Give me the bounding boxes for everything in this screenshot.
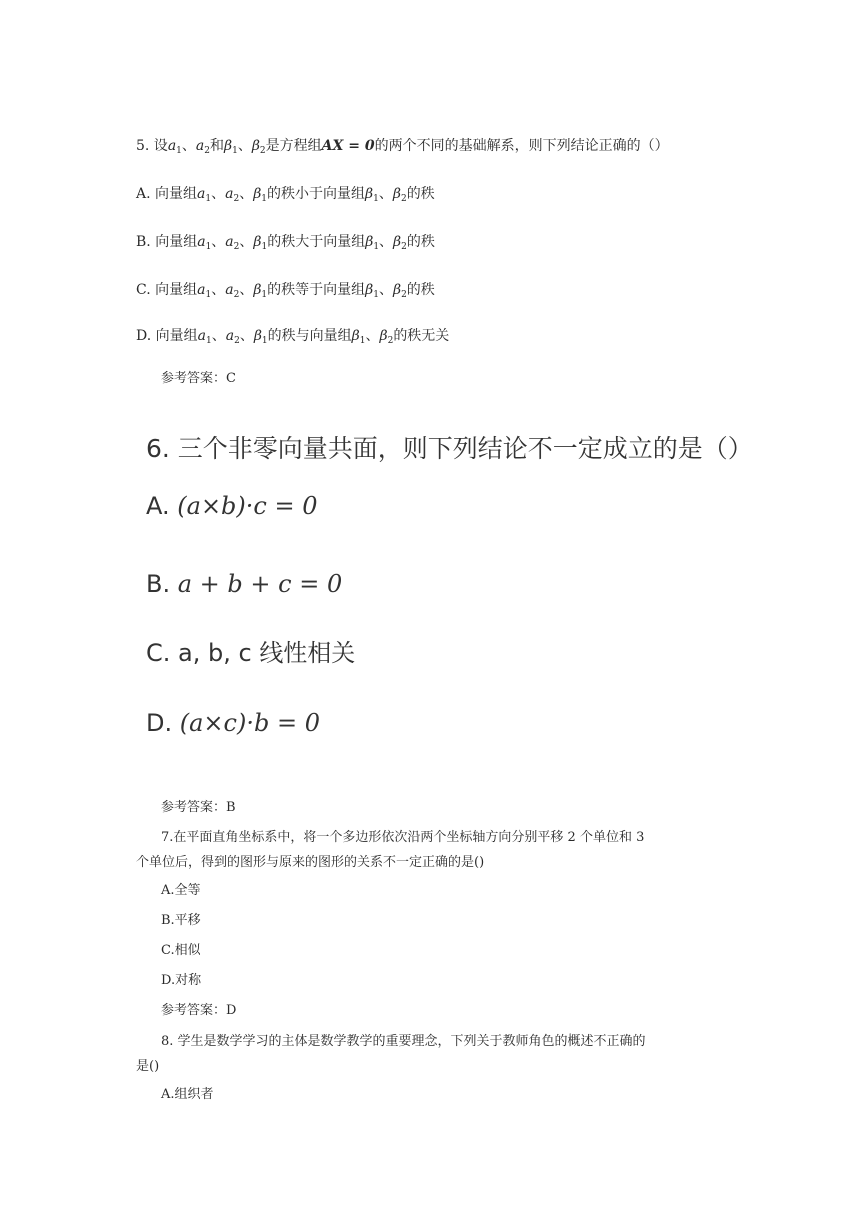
q5-option-d: D. 向量组$a_1$、$a_2$、$\beta_1$的秩与向量组$\beta_1$、$\beta_2$的秩无关	[136, 328, 450, 346]
q5-option-b: B. 向量组$a_1$、$a_2$、$\beta_1$的秩大于向量组$\beta_1$、$\beta_2$的秩	[136, 234, 435, 252]
option-label: B.	[146, 570, 171, 598]
q8-option-a: A.组织者	[161, 1087, 214, 1102]
option-label: C.	[146, 639, 171, 667]
q7-stem-line1: 7.在平面直角坐标系中，将一个多边形依次沿两个坐标轴方向分别平移 2 个单位和 3	[161, 830, 645, 845]
alpha-2: $a_2$	[195, 138, 210, 156]
q6-answer: 参考答案：B	[161, 800, 236, 815]
q5-answer: 参考答案：C	[161, 371, 236, 386]
q7-stem-line2: 个单位后，得到的图形与原来的图形的关系不一定正确的是()	[136, 855, 485, 870]
beta-2: $\beta_2$	[251, 138, 266, 156]
option-label: D.	[146, 709, 173, 737]
q6-option-c	[146, 633, 355, 668]
q5-stem: 5. 设$a_1$、$a_2$和$\beta_1$、$\beta_2$是方程组AX = 0的两个不同的基础解系，则下列结论正确的（）	[136, 138, 669, 156]
q7-answer: 参考答案：D	[161, 1003, 237, 1018]
q7-option-a: A.全等	[161, 883, 201, 898]
option-expr: (a×b)·c = 0	[177, 492, 318, 520]
q8-stem-line2: 是()	[136, 1059, 160, 1074]
q6-stem: 6. 三个非零向量共面，则下列结论不一定成立的是（）	[146, 434, 753, 463]
option-expr: a, b, c 线性相关	[178, 639, 356, 667]
q7-option-b: B.平移	[161, 913, 201, 928]
q6-option-b	[146, 570, 342, 598]
q7-option-c: C.相似	[161, 943, 201, 958]
equation-ax0: AX = 0	[321, 138, 375, 154]
option-expr: a + b + c = 0	[177, 570, 343, 598]
q6-option-d	[146, 709, 320, 737]
alpha-1: $a_1$	[167, 138, 182, 156]
q7-option-d: D.对称	[161, 973, 202, 988]
option-expr: (a×c)·b = 0	[179, 709, 320, 737]
beta-1: $\beta_1$	[224, 138, 238, 156]
q8-stem-line1: 8. 学生是数学学习的主体是数学教学的重要理念，下列关于教师角色的概述不正确的	[161, 1034, 646, 1049]
option-label: A.	[146, 492, 170, 520]
q5-option-c: C. 向量组$a_1$、$a_2$、$\beta_1$的秩等于向量组$\beta_1$、$\beta_2$的秩	[136, 282, 435, 300]
q6-option-a	[146, 492, 317, 520]
q5-option-a: A. 向量组$a_1$、$a_2$、$\beta_1$的秩小于向量组$\beta_1$、$\beta_2$的秩	[136, 186, 435, 204]
